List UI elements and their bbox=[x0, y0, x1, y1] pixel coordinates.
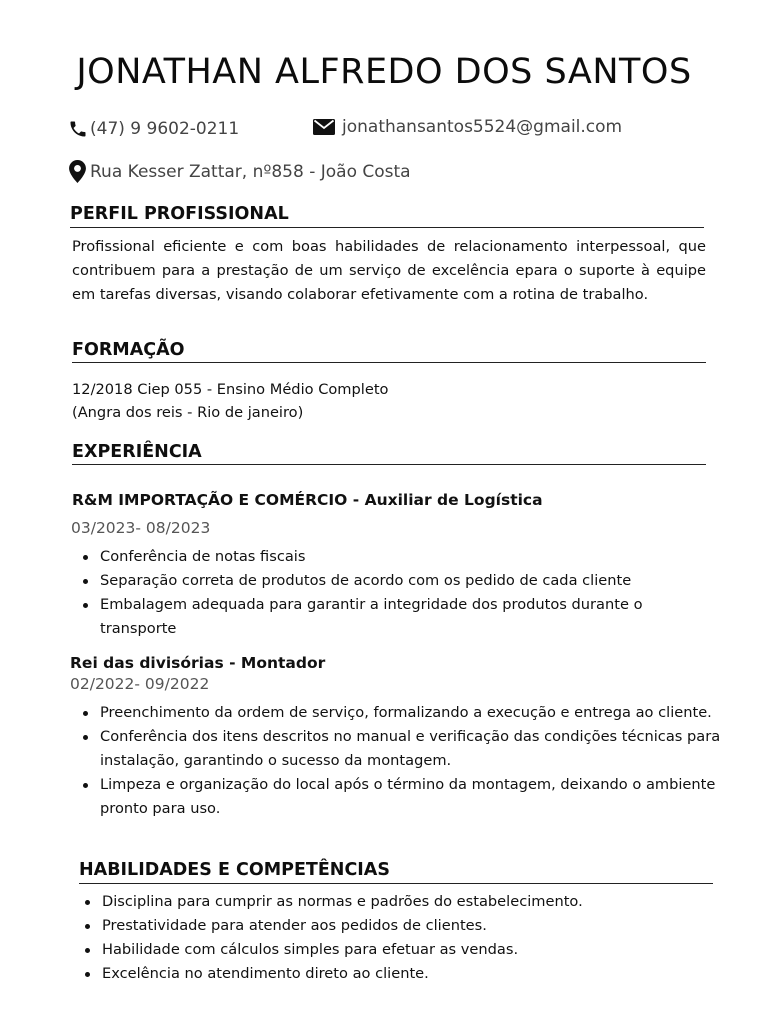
section-title-habilidades: HABILIDADES E COMPETÊNCIAS bbox=[79, 860, 390, 880]
list-item: Excelência no atendimento direto ao cliente. bbox=[74, 962, 734, 986]
list-item: Prestatividade para atender aos pedidos de clientes. bbox=[74, 914, 734, 938]
skills-list bbox=[74, 890, 734, 986]
section-title-experiencia: EXPERIÊNCIA bbox=[72, 442, 202, 462]
section-title-perfil: PERFIL PROFISSIONAL bbox=[70, 204, 289, 224]
list-item: Conferência dos itens descritos no manual e verificação das condições técnicas para instalação, garantindo o sucesso da montagem. bbox=[72, 725, 748, 773]
job-title: Rei das divisórias - Montador bbox=[70, 654, 326, 672]
job-duties-list bbox=[72, 701, 748, 821]
phone-icon bbox=[68, 119, 88, 139]
email-text: jonathansantos5524@gmail.com bbox=[342, 117, 623, 137]
job-dates: 02/2022- 09/2022 bbox=[70, 675, 210, 693]
address-text: Rua Kesser Zattar, nº858 - João Costa bbox=[90, 161, 411, 182]
list-item: Disciplina para cumprir as normas e padrões do estabelecimento. bbox=[74, 890, 734, 914]
list-item: Embalagem adequada para garantir a integridade dos produtos durante o transporte bbox=[72, 593, 706, 641]
list-item: Conferência de notas fiscais bbox=[72, 545, 706, 569]
formacao-line: 12/2018 Ciep 055 - Ensino Médio Completo bbox=[72, 381, 389, 398]
section-divider bbox=[72, 464, 706, 465]
job-title: R&M IMPORTAÇÃO E COMÉRCIO - Auxiliar de Logística bbox=[72, 491, 543, 509]
candidate-name: JONATHAN ALFREDO DOS SANTOS bbox=[76, 52, 692, 92]
contact-phone bbox=[68, 119, 239, 139]
job-duties-list bbox=[72, 545, 706, 641]
section-title-formacao: FORMAÇÃO bbox=[72, 340, 185, 360]
envelope-icon bbox=[313, 119, 335, 135]
list-item: Separação correta de produtos de acordo com os pedido de cada cliente bbox=[72, 569, 706, 593]
section-divider bbox=[79, 883, 713, 884]
map-pin-icon bbox=[68, 160, 87, 183]
contact-address bbox=[68, 160, 411, 183]
list-item: Habilidade com cálculos simples para efetuar as vendas. bbox=[74, 938, 734, 962]
list-item: Limpeza e organização do local após o término da montagem, deixando o ambiente pronto para uso. bbox=[72, 773, 748, 821]
formacao-location: (Angra dos reis - Rio de janeiro) bbox=[72, 404, 304, 421]
perfil-text: Profissional eficiente e com boas habilidades de relacionamento interpessoal, que contribuem para a prestação de um serviço de excelência epara o suporte à equipe em tarefas diversas, visando colaborar efetivamente com a rotina de trabalho. bbox=[72, 238, 706, 303]
section-divider bbox=[70, 227, 704, 228]
section-divider bbox=[72, 362, 706, 363]
list-item: Preenchimento da ordem de serviço, formalizando a execução e entrega ao cliente. bbox=[72, 701, 748, 725]
job-dates: 03/2023- 08/2023 bbox=[71, 519, 211, 537]
phone-text: (47) 9 9602-0211 bbox=[90, 119, 240, 139]
contact-email bbox=[313, 117, 622, 137]
